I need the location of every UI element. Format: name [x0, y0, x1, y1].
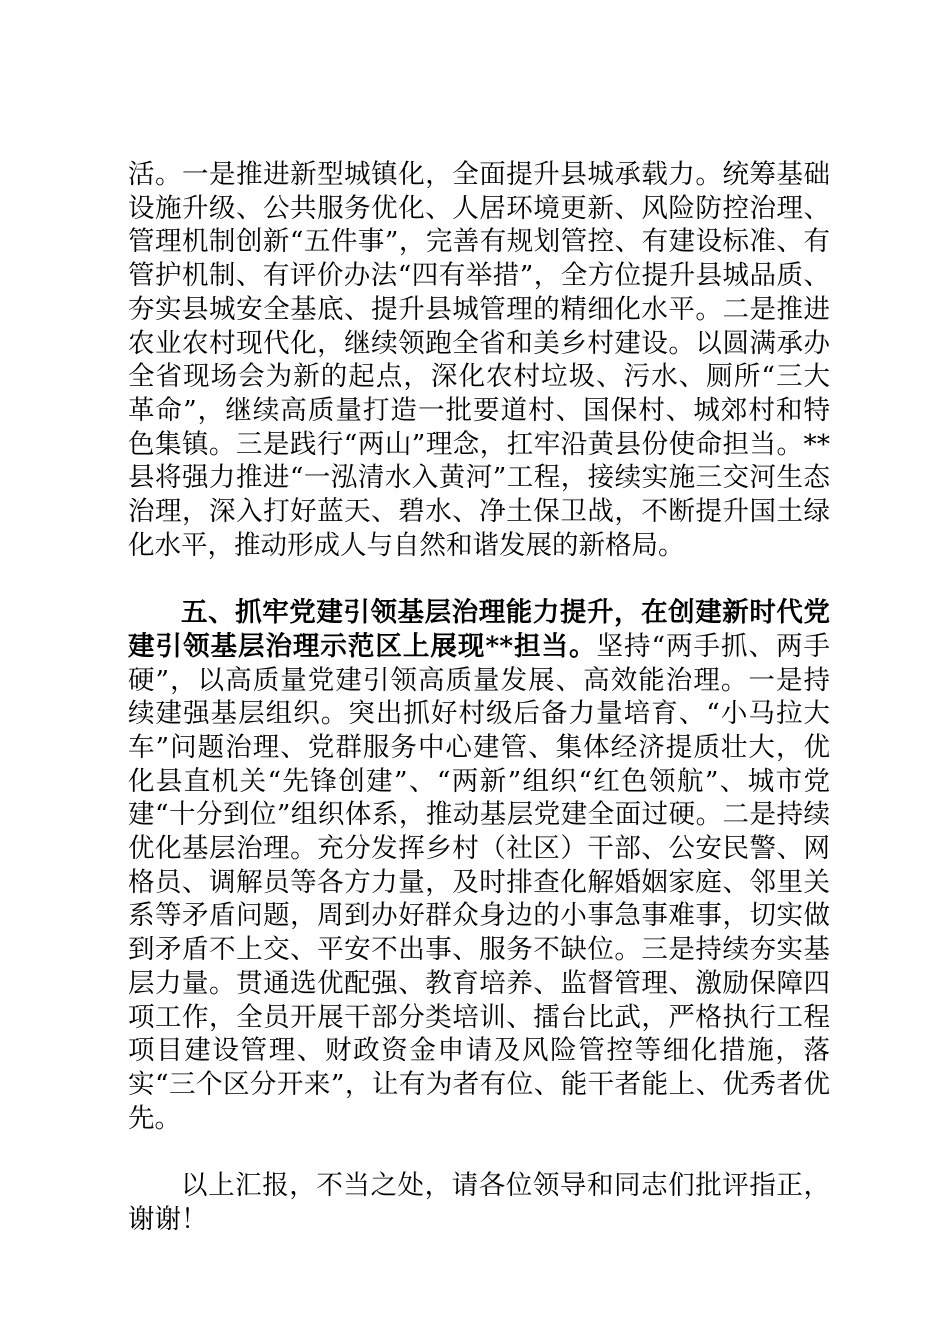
paragraph-text: 坚持“两手抓、两手硬”，以高质量党建引领高质量发展、高效能治理。一是持续建强基层组织。突出抓好村级后备力量培育、“小马拉大车”问题治理、党群服务中心建管、集体经济提质壮大，优化县直机关“先锋创建”、“两新”组织“红色领航”、城市党建“十分到位”组织体系，推动基层党建全面过硬。二是持续优化基层治理。充分发挥乡村（社区）干部、公安民警、网格员、调解员等各方力量，及时排查化解婚姻家庭、邻里关系等矛盾问题，周到办好群众身边的小事急事难事，切实做到矛盾不上交、平安不出事、服务不缺位。三是持续夯实基层力量。贯通选优配强、教育培养、监督管理、激励保障四项工作，全员开展干部分类培训、擂台比武，严格执行工程项目建设管理、财政资金申请及风险管控等细化措施，落实“三个区分开来”，让有为者有位、能干者能上、优秀者优先。 — [128, 630, 830, 1134]
paragraph-section-five — [128, 596, 830, 1135]
section-heading: 五、抓牢党建引领基层治理能力提升，在创建新时代党建引领基层治理示范区上展现**担当。 — [128, 597, 830, 662]
paragraph-closing — [128, 1169, 830, 1236]
paragraph-text: 以上汇报，不当之处，请各位领导和同志们批评指正，谢谢！ — [128, 1170, 830, 1235]
document-body — [128, 158, 830, 1236]
paragraph-continuation — [128, 158, 830, 562]
paragraph-text: 活。一是推进新型城镇化，全面提升县城承载力。统筹基础设施升级、公共服务优化、人居环境更新、风险防控治理、管理机制创新“五件事”，完善有规划管控、有建设标准、有管护机制、有评价办法“四有举措”，全方位提升县城品质、夯实县城安全基底、提升县城管理的精细化水平。二是推进农业农村现代化，继续领跑全省和美乡村建设。以圆满承办全省现场会为新的起点，深化农村垃圾、污水、厕所“三大革命”，继续高质量打造一批要道村、国保村、城郊村和特色集镇。三是践行“两山”理念，扛牢沿黄县份使命担当。**县将强力推进“一泓清水入黄河”工程，接续实施三交河生态治理，深入打好蓝天、碧水、净土保卫战，不断提升国土绿化水平，推动形成人与自然和谐发展的新格局。 — [128, 159, 830, 561]
